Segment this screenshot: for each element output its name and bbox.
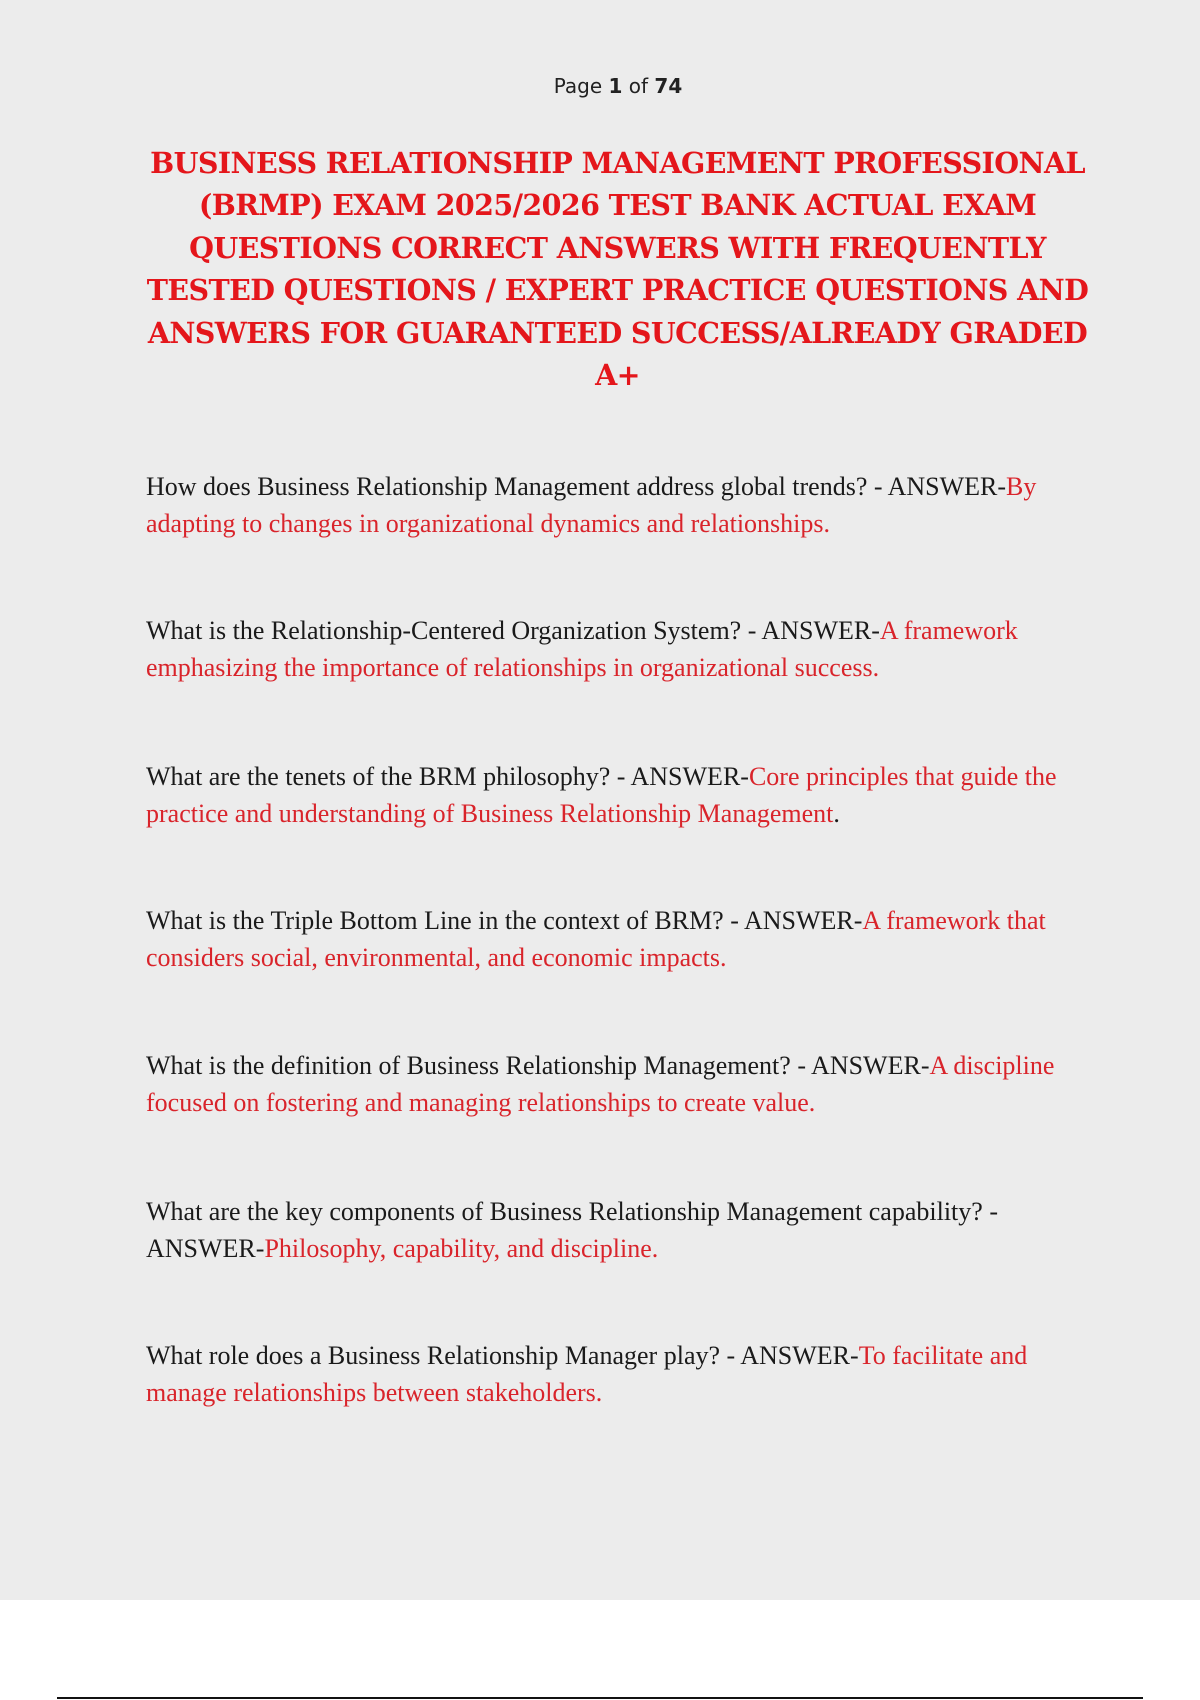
question-text: What is the definition of Business Relationship Management? - ANSWER- [146, 1051, 930, 1080]
answer-trailing: . [833, 799, 840, 828]
question-text: What role does a Business Relationship Manager play? - ANSWER- [146, 1341, 859, 1370]
question-text: How does Business Relationship Management address global trends? - ANSWER- [146, 472, 1007, 501]
question-text: What is the Triple Bottom Line in the context of BRM? - ANSWER- [146, 906, 863, 935]
qa-item [146, 612, 1086, 686]
document-title: BUSINESS RELATIONSHIP MANAGEMENT PROFESSIONAL (BRMP) EXAM 2025/2026 TEST BANK ACTUAL EXAM QUESTIONS CORRECT ANSWERS WITH FREQUENTLY TESTED QUESTIONS / EXPERT PRACTICE QUESTIONS AND ANSWERS FOR GUARANTEED SUCCESS/ALREADY GRADED A+ [146, 146, 1089, 393]
answer-text: A framework emphasizing the importance of relationships in organizational success. [146, 616, 1018, 682]
page-indicator-total: 74 [654, 74, 683, 98]
answer-text: A framework that considers social, environmental, and economic impacts. [146, 906, 1046, 972]
answer-text: A discipline focused on fostering and managing relationships to create value. [146, 1051, 1055, 1117]
page-indicator [0, 74, 1200, 98]
qa-item [146, 468, 1086, 542]
qa-item [146, 1047, 1086, 1121]
question-text: What is the Relationship-Centered Organization System? - ANSWER- [146, 616, 880, 645]
question-text: What are the key components of Business Relationship Management capability? - ANSWER- [146, 1197, 998, 1263]
answer-text: To facilitate and manage relationships between stakeholders. [146, 1341, 1028, 1407]
qa-item [146, 1337, 1086, 1411]
answer-text: Philosophy, capability, and discipline. [264, 1234, 659, 1263]
question-text: What are the tenets of the BRM philosophy? - ANSWER- [146, 762, 749, 791]
footer-rule [57, 1697, 1143, 1699]
qa-item [146, 758, 1086, 832]
qa-item [146, 1193, 1086, 1267]
answer-text: By adapting to changes in organizational dynamics and relationships. [146, 472, 1037, 538]
qa-item [146, 902, 1086, 976]
page-indicator-separator: of [628, 74, 649, 98]
page-indicator-current: 1 [608, 74, 623, 98]
answer-text: Core principles that guide the practice and understanding of Business Relationship Management [146, 762, 1057, 828]
page-indicator-prefix: Page [553, 74, 603, 98]
